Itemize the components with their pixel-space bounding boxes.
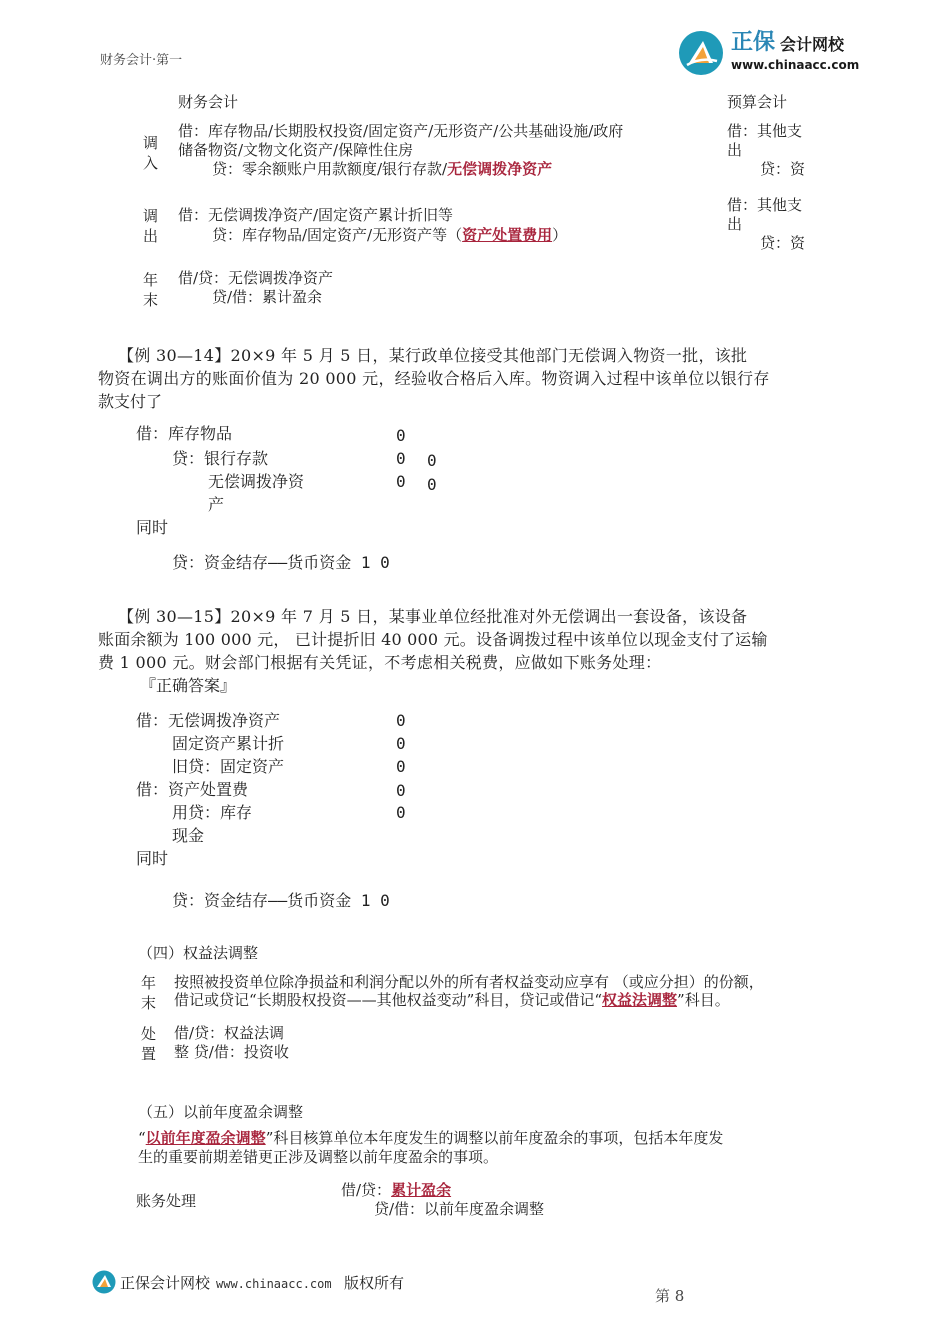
section5-desc-line2: 生的重要前期差错更正涉及调整以前年度盈余的事项。 xyxy=(138,1148,499,1166)
table1-col-left-header: 财务会计 xyxy=(178,93,239,111)
table1-in-left-line3-text: 贷：零余额账户用款额度/银行存款/ xyxy=(212,160,448,178)
section5-desc-open-quote: “ xyxy=(138,1129,146,1147)
example14-entry-2-amt2: 0 xyxy=(427,451,437,470)
footer-url[interactable]: www.chinaacc.com xyxy=(216,1277,332,1291)
example14-last-line: 贷：资金结存——货币资金 1 0 xyxy=(172,553,390,572)
table1-out-right-line3: 贷：资 xyxy=(760,234,806,252)
example14-entry-1: 借：库存物品 xyxy=(136,424,233,443)
table1-in-right-line2: 出 xyxy=(727,141,743,159)
example14-entry-4: 产 xyxy=(208,495,225,514)
table1-yearend-line2: 贷/借：累计盈余 xyxy=(212,288,323,306)
example14-line1: 【例 30—14】20×9 年 5 月 5 日，某行政单位接受其他部门无偿调入物资一批，该批 xyxy=(118,346,748,365)
table1-out-right-line1: 借：其他支 xyxy=(727,196,803,214)
example15-answer-label: 『正确答案』 xyxy=(140,676,237,695)
section5-entry1-highlight: 累计盈余 xyxy=(391,1181,452,1199)
section5-account-label: 账务处理 xyxy=(136,1192,197,1210)
brand-name: 正保 xyxy=(731,30,776,55)
section5-desc-highlight: 以前年度盈余调整 xyxy=(145,1129,266,1147)
table1-out-left-line2-close: ） xyxy=(552,226,568,244)
example15-line1: 【例 30—15】20×9 年 7 月 5 日，某事业单位经批准对外无偿调出一套设备，该设备 xyxy=(118,607,748,626)
section4-yearend-line2-highlight: 权益法调整 xyxy=(602,991,678,1009)
example14-entry-2: 贷：银行存款 xyxy=(172,449,269,468)
section4-row-label-disposal: 处置 xyxy=(141,1025,157,1063)
table1-in-right-line1: 借：其他支 xyxy=(727,122,803,140)
example15-entry-2-amt: 0 xyxy=(396,734,406,753)
section4-yearend-line2-close: ”科目。 xyxy=(677,991,730,1009)
table1-out-left-line2-highlight: 资产处置费用 xyxy=(462,226,553,244)
section4-yearend-line2 xyxy=(174,991,730,1009)
table1-in-left-line3 xyxy=(212,160,552,179)
brand-logo[interactable] xyxy=(679,28,869,76)
example15-same-time: 同时 xyxy=(136,849,169,868)
table1-in-left-line3-highlight: 无偿调拨净资产 xyxy=(447,160,553,178)
table1-out-right-line2: 出 xyxy=(727,215,743,233)
example15-entry-3-amt: 0 xyxy=(396,757,406,776)
example14-entry-2-amt1: 0 xyxy=(396,449,406,468)
table1-out-left-line2-text: 贷：库存物品/固定资产/无形资产等（ xyxy=(212,226,463,244)
example14-line3: 款支付了 xyxy=(98,392,163,411)
example15-entry-3: 旧贷：固定资产 xyxy=(172,757,285,776)
example14-entry-3-amt1: 0 xyxy=(396,472,406,491)
section4-row-label-yearend: 年末 xyxy=(141,974,157,1012)
example14-entry-3: 无偿调拨净资 xyxy=(208,472,305,491)
table1-yearend-line1: 借/贷：无偿调拨净资产 xyxy=(178,269,334,287)
table1-row-label-yearend: 年末 xyxy=(143,271,159,309)
brand-logo-icon xyxy=(679,31,723,75)
section5-desc-text: ”科目核算单位本年度发生的调整以前年度盈余的事项，包括本年度发 xyxy=(265,1129,724,1147)
table1-col-right-header: 预算会计 xyxy=(727,93,788,111)
example14-entry-3-amt2: 0 xyxy=(427,475,437,494)
example14-same-time: 同时 xyxy=(136,518,169,537)
example15-entry-5: 用贷：库存 xyxy=(172,803,253,822)
example15-entry-1-amt: 0 xyxy=(396,711,406,730)
section5-heading: （五）以前年度盈余调整 xyxy=(138,1103,304,1121)
table1-row-label-out: 调出 xyxy=(143,207,159,245)
example15-entry-4: 借：资产处置费 xyxy=(136,780,249,799)
doc-label: 财务会计·第一 xyxy=(100,53,183,68)
table1-row-label-in: 调入 xyxy=(143,134,159,172)
table1-in-left-line1: 借：库存物品/长期股权投资/固定资产/无形资产/公共基础设施/政府 xyxy=(178,122,624,140)
footer-page-number: 第 8 xyxy=(655,1287,685,1305)
example15-entry-1: 借：无偿调拨净资产 xyxy=(136,711,281,730)
example15-entry-6: 现金 xyxy=(172,826,205,845)
section5-entry1-text: 借/贷： xyxy=(341,1181,392,1199)
example15-line3: 费 1 000 元。财会部门根据有关凭证，不考虑相关税费，应做如下账务处理： xyxy=(98,653,662,672)
section4-heading: （四）权益法调整 xyxy=(138,944,259,962)
section5-desc-line1 xyxy=(138,1129,723,1148)
brand-url: www.chinaacc.com xyxy=(731,58,860,72)
section4-disposal-line1: 借/贷：权益法调 xyxy=(174,1024,285,1042)
brand-suffix: 会计网校 xyxy=(780,35,845,54)
example14-line2: 物资在调出方的账面价值为 20 000 元，经验收合格后入库。物资调入过程中该单位以银行存 xyxy=(98,369,770,388)
footer-brand: 正保会计网校 xyxy=(120,1274,211,1292)
example14-entry-1-amt: 0 xyxy=(396,426,406,445)
table1-in-right-line3: 贷：资 xyxy=(760,160,806,178)
example15-entry-5-amt: 0 xyxy=(396,803,406,822)
example15-line2: 账面余额为 100 000 元， 已计提折旧 40 000 元。设备调拨过程中该单位以现金支付了运输 xyxy=(98,630,768,649)
table1-in-left-line2: 储备物资/文物文化资产/保障性住房 xyxy=(178,141,414,159)
example15-last-line: 贷：资金结存——货币资金 1 0 xyxy=(172,891,390,910)
section5-entry1 xyxy=(341,1181,451,1200)
section5-entry2: 贷/借：以前年度盈余调整 xyxy=(374,1200,545,1218)
section4-disposal-line2: 整 贷/借：投资收 xyxy=(174,1043,289,1061)
example15-entry-2: 固定资产累计折 xyxy=(172,734,285,753)
table1-out-left-line1: 借：无偿调拨净资产/固定资产累计折旧等 xyxy=(178,206,454,224)
footer-rights: 版权所有 xyxy=(344,1274,405,1292)
table1-out-left-line2 xyxy=(212,226,567,245)
section4-yearend-line1: 按照被投资单位除净损益和利润分配以外的所有者权益变动应享有 （或应分担）的份额， xyxy=(174,973,764,991)
footer-logo-icon xyxy=(92,1270,116,1294)
section4-yearend-line2-text: 借记或贷记“长期股权投资——其他权益变动”科目，贷记或借记“ xyxy=(174,991,603,1009)
example15-entry-4-amt: 0 xyxy=(396,781,406,800)
